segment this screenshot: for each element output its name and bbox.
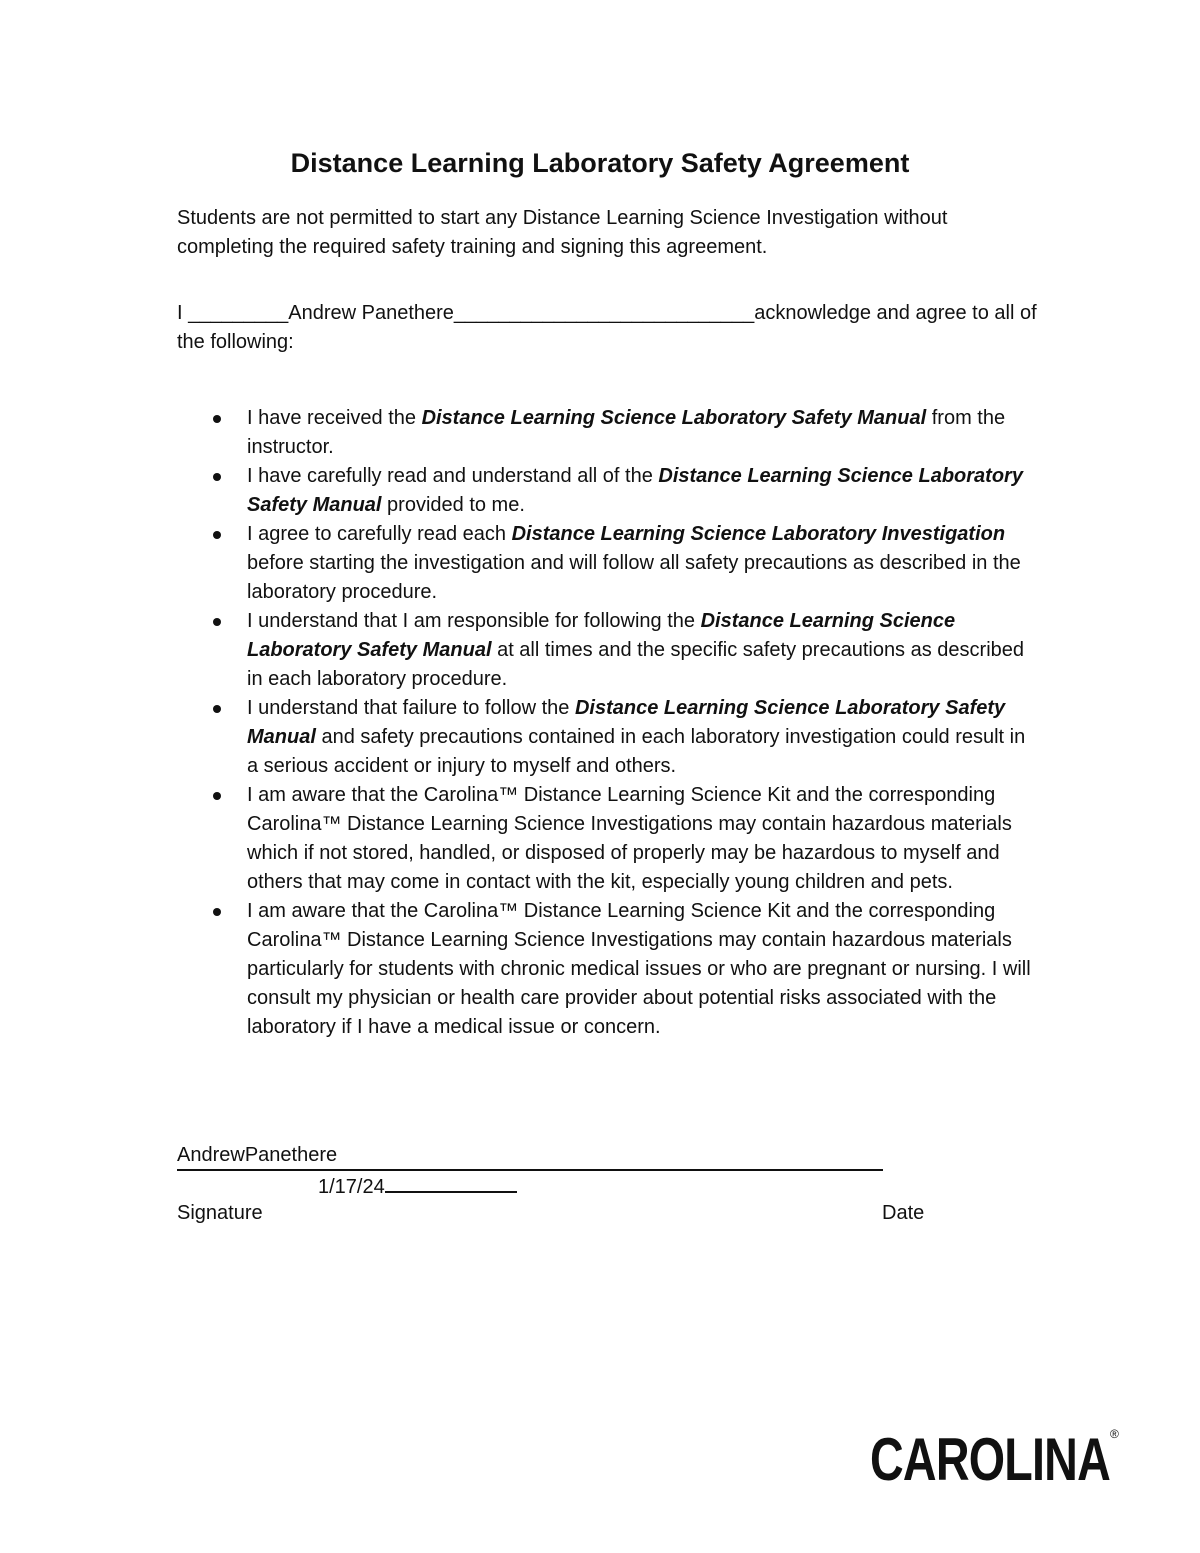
ack-prefix: I	[177, 302, 189, 324]
item-text: I understand that I am responsible for following the	[247, 610, 701, 632]
item-emphasis: Distance Learning Science Laboratory Safety Manual	[247, 697, 1006, 748]
item-emphasis: Distance Learning Science Laboratory Investigation	[511, 523, 1006, 545]
item-text: I am aware that the Carolina™ Distance Learning Science Kit and the corresponding Carolina™ Distance Learning Science Investigations may contain hazardous materials which if not stored, handled, or disposed of properly may be hazardous to myself and others that may come in contact with the kit, especially young children and pets.	[247, 784, 1012, 893]
agreement-list	[177, 404, 1037, 1042]
signature-label: Signature	[177, 1202, 263, 1224]
list-item	[177, 462, 1037, 520]
item-text: provided to me.	[381, 494, 525, 516]
bullet-icon	[213, 473, 221, 481]
ack-suffix: acknowledge and agree to all of the following:	[177, 302, 1037, 353]
item-text: I have carefully read and understand all of the	[247, 465, 659, 487]
student-name: Andrew Panethere	[288, 302, 454, 324]
item-text: I am aware that the Carolina™ Distance Learning Science Kit and the corresponding Carolina™ Distance Learning Science Investigations may contain hazardous materials particularly for students with chronic medical issues or who are pregnant or nursing. I will consult my physician or health care provider about potential risks associated with the laboratory if I have a medical issue or concern.	[247, 900, 1031, 1038]
list-item	[177, 694, 1037, 781]
bullet-icon	[213, 618, 221, 626]
list-item	[177, 781, 1037, 897]
item-emphasis: Distance Learning Science Laboratory Safety Manual	[247, 465, 1023, 516]
item-text: at all times and the specific safety precautions as described in each laboratory procedure.	[247, 639, 1025, 690]
item-text: from the instructor.	[247, 407, 1006, 458]
bullet-icon	[213, 415, 221, 423]
intro-paragraph: Students are not permitted to start any Distance Learning Science Investigation without completing the required safety training and signing this agreement.	[177, 207, 948, 258]
item-text: I agree to carefully read each	[247, 523, 512, 545]
item-text: and safety precautions contained in each laboratory investigation could result in a serious accident or injury to myself and others.	[247, 726, 1026, 777]
list-item	[177, 607, 1037, 694]
ack-blank-after: ___________________________	[453, 302, 755, 324]
bullet-icon	[213, 705, 221, 713]
ack-blank-before: _________	[188, 302, 289, 324]
document-title: Distance Learning Laboratory Safety Agreement	[290, 148, 910, 178]
carolina-logo	[870, 1420, 1122, 1490]
logo-wordmark: CAROLINA	[870, 1426, 1110, 1490]
item-text: I have received the	[247, 407, 422, 429]
bullet-icon	[213, 531, 221, 539]
list-item	[177, 404, 1037, 462]
registered-mark: ®	[1110, 1427, 1119, 1441]
signature-date	[318, 1171, 517, 1201]
acknowledgement-line	[177, 299, 1037, 357]
list-item	[177, 520, 1037, 607]
date-underline	[385, 1171, 517, 1193]
item-emphasis: Distance Learning Science Laboratory Safety Manual	[421, 407, 927, 429]
date-label: Date	[882, 1202, 925, 1224]
item-emphasis: Distance Learning Science Laboratory Safety Manual	[247, 610, 956, 661]
item-text: before starting the investigation and will follow all safety precautions as described in the laboratory procedure.	[247, 552, 1021, 603]
bullet-icon	[213, 792, 221, 800]
bullet-icon	[213, 908, 221, 916]
signature-name: AndrewPanethere	[177, 1142, 883, 1171]
item-text: I understand that failure to follow the	[247, 697, 575, 719]
list-item	[177, 897, 1037, 1042]
date-value: 1/17/24	[318, 1176, 385, 1198]
